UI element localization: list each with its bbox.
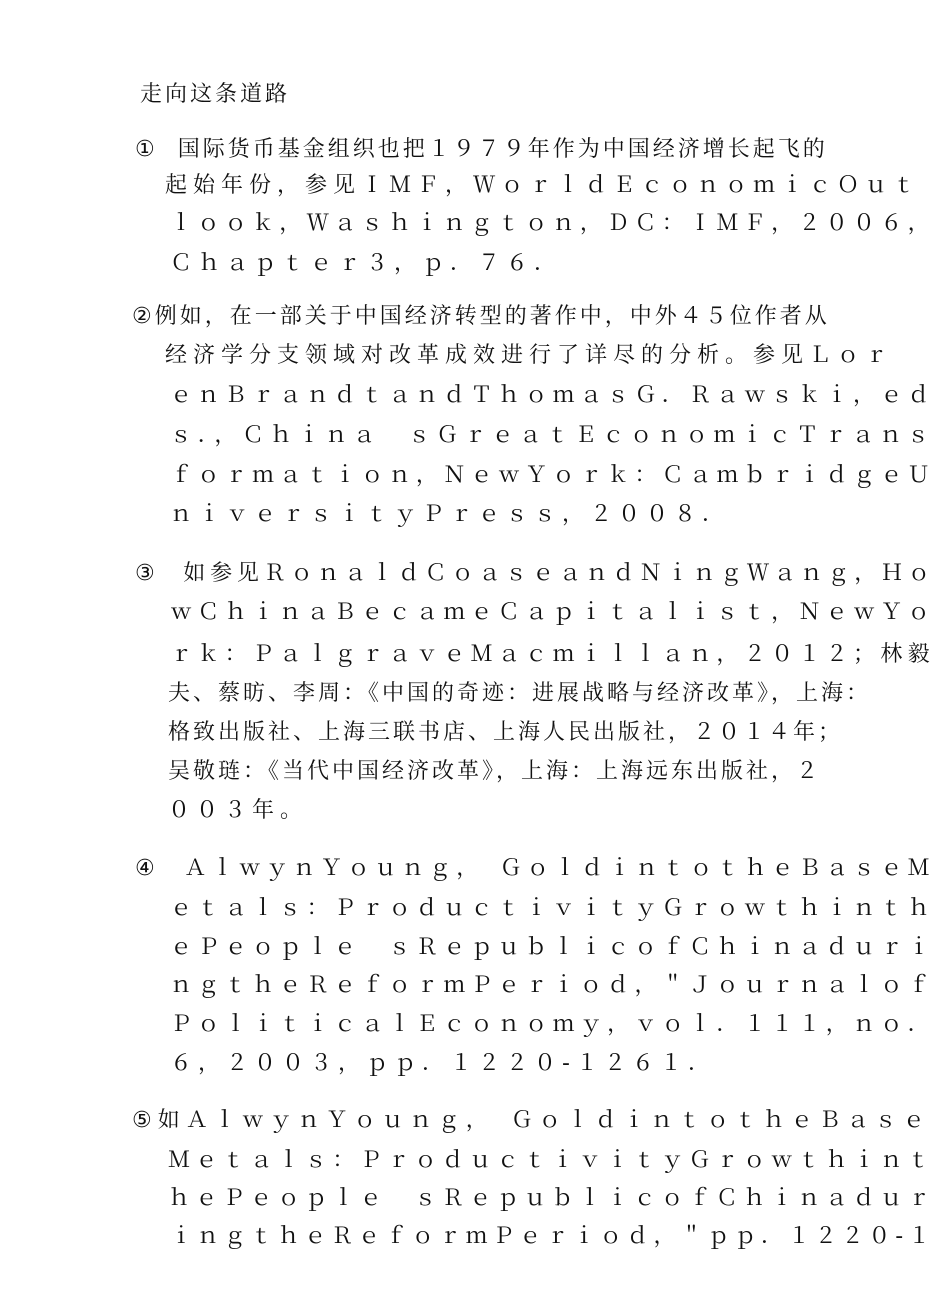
footnote-3-line-6: 吴敬琏：《当代中国经济改革》，上海：上海远东出版社，２ [168, 759, 822, 784]
footnote-1-line-2: 起始年份，参见ＩＭＦ，ＷｏｒｌｄＥｃｏｎｏｍｉｃＯｕｔ [165, 173, 922, 198]
footnote-5-line-4: ｉｎｇｔｈｅＲｅｆｏｒｍＰｅｒｉｏｄ，＂ｐｐ．１２２０-１ [170, 1224, 935, 1249]
footnote-1-line-3: ｌｏｏｋ，Ｗａｓｈｉｎｇｔｏｎ，ＤＣ：ＩＭＦ，２００６， [170, 211, 936, 236]
footnote-2-line-6: ｎｉｖｅｒｓｉｔｙＰｒｅｓｓ，２００８． [170, 502, 731, 527]
footnote-4-line-3: ｅＰｅｏｐｌｅ ｓＲｅｐｕｂｌｉｃｏｆＣｈｉｎａｄｕｒｉ [170, 935, 936, 960]
footnote-2-line-2: 经济学分支领域对改革成效进行了详尽的分析。参见Ｌｏｒ [165, 343, 894, 368]
footnote-4-line-2: ｅｔａｌｓ：ＰｒｏｄｕｃｔｉｖｉｔｙＧｒｏｗｔｈｉｎｔｈ [170, 896, 936, 921]
footnote-2-line-1: ②例如，在一部关于中国经济转型的著作中，中外４５位作者从 [132, 304, 830, 329]
footnote-3-line-2: ｗＣｈｉｎａＢｅｃａｍｅＣａｐｉｔａｌｉｓｔ，ＮｅｗＹｏ [170, 600, 936, 625]
footnote-3-line-7: ００３年。 [168, 798, 309, 823]
footnote-4-line-6: ６，２００３，ｐｐ．１２２０-１２６１． [170, 1051, 716, 1076]
footnote-4-line-1: ④ ＡｌｗｙｎＹｏｕｎｇ， ＧｏｌｄｉｎｔｏｔｈｅＢａｓｅＭ [135, 856, 935, 881]
footnote-1-line-4: Ｃｈａｐｔｅｒ３，ｐ．７６． [170, 251, 563, 276]
footnote-3-line-3: ｒｋ：ＰａｌｇｒａｖｅＭａｃｍｉｌｌａｎ，２０１２；林毅 [170, 642, 936, 667]
footnote-5-line-1: ⑤如ＡｌｗｙｎＹｏｕｎｇ， ＧｏｌｄｉｎｔｏｔｈｅＢａｓｅ [132, 1108, 931, 1133]
footnote-3-line-5: 格致出版社、上海三联书店、上海人民出版社，２０１４年； [168, 720, 844, 745]
footnote-2-line-4: ｓ．，Ｃｈｉｎａ ｓＧｒｅａｔＥｃｏｎｏｍｉｃＴｒａｎｓ [170, 423, 936, 448]
footnote-1-line-1: ① 国际货币基金组织也把１９７９年作为中国经济增长起飞的 [135, 137, 828, 162]
footnote-3-line-4: 夫、蔡昉、李周：《中国的奇迹：进展战略与经济改革》，上海： [168, 681, 872, 706]
footnote-4-line-4: ｎｇｔｈｅＲｅｆｏｒｍＰｅｒｉｏｄ，＂Ｊｏｕｒｎａｌｏｆ [170, 973, 936, 998]
page-heading: 走向这条道路 [140, 82, 291, 107]
footnote-5-line-2: Ｍｅｔａｌｓ：ＰｒｏｄｕｃｔｉｖｉｔｙＧｒｏｗｔｈｉｎｔ [168, 1148, 936, 1173]
footnote-2-line-5: ｆｏｒｍａｔｉｏｎ，ＮｅｗＹｏｒｋ：ＣａｍｂｒｉｄｇｅＵ [170, 463, 936, 488]
footnote-5-line-3: ｈｅＰｅｏｐｌｅ ｓＲｅｐｕｂｌｉｃｏｆＣｈｉｎａｄｕｒ [168, 1186, 936, 1211]
footnote-4-line-5: ＰｏｌｉｔｉｃａｌＥｃｏｎｏｍｙ，ｖｏｌ．１１１，ｎｏ． [170, 1012, 936, 1037]
footnote-2-line-3: ｅｎＢｒａｎｄｔａｎｄＴｈｏｍａｓＧ．Ｒａｗｓｋｉ，ｅｄ [170, 383, 936, 408]
footnote-3-line-1: ③ 如参见ＲｏｎａｌｄＣｏａｓｅａｎｄＮｉｎｇＷａｎｇ，Ｈｏ [135, 561, 935, 586]
